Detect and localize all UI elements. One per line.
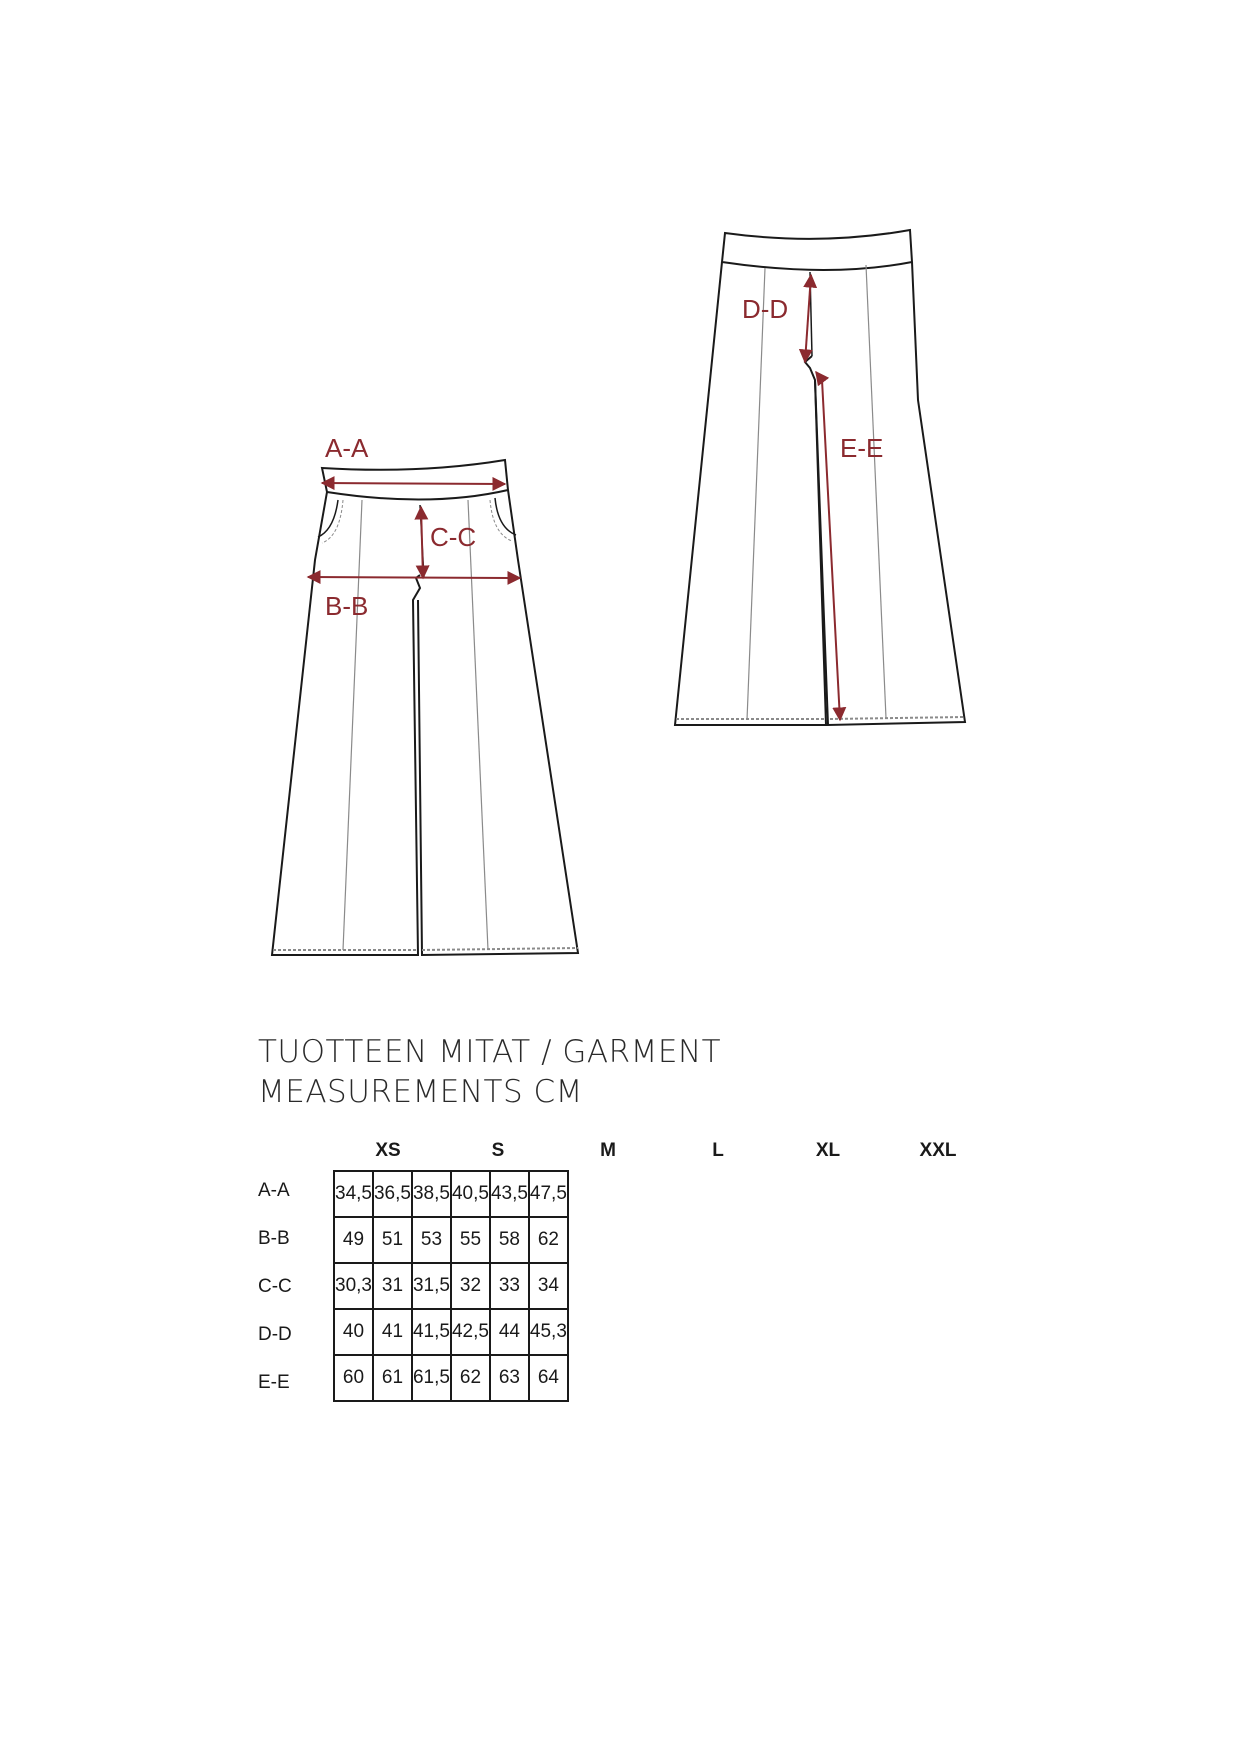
table-cell: 41 [373,1309,412,1355]
row-label-a-a: A-A [258,1180,290,1201]
table-cell: 51 [373,1217,412,1263]
table-cell: 33 [490,1263,529,1309]
table-cell: 62 [529,1217,568,1263]
measurement-grid [333,1170,569,1402]
table-row [334,1171,568,1217]
back-waistband [722,230,912,270]
size-header-xl: XL [815,1140,841,1161]
back-crease-left [747,268,765,720]
table-cell: 32 [451,1263,490,1309]
table-cell: 42,5 [451,1309,490,1355]
table-cell: 47,5 [529,1171,568,1217]
table-cell: 31,5 [412,1263,451,1309]
table-cell: 64 [529,1355,568,1401]
label-e-e: E-E [840,433,884,463]
table-cell: 60 [334,1355,373,1401]
row-label-b-b: B-B [258,1228,290,1249]
label-d-d: D-D [742,294,789,324]
front-waistband [322,460,508,500]
table-cell: 41,5 [412,1309,451,1355]
table-cell: 49 [334,1217,373,1263]
label-a-a: A-A [325,433,369,463]
back-left-leg [675,262,826,725]
table-cell: 44 [490,1309,529,1355]
table-cell: 30,3 [334,1263,373,1309]
front-hem [273,948,578,950]
table-cell: 58 [490,1217,529,1263]
front-view-pants [272,460,578,955]
back-hem [676,717,964,719]
title-line-2: MEASUREMENTS CM [258,1074,583,1110]
table-cell: 53 [412,1217,451,1263]
label-c-c: C-C [430,522,477,552]
arrow-a-a [322,483,505,484]
front-right-leg [418,490,578,955]
table-cell: 55 [451,1217,490,1263]
arrow-d-d [805,275,811,362]
table-cell: 62 [451,1355,490,1401]
label-b-b: B-B [325,591,369,621]
table-cell: 63 [490,1355,529,1401]
row-label-c-c: C-C [258,1276,292,1297]
table-cell: 43,5 [490,1171,529,1217]
table-cell: 31 [373,1263,412,1309]
table-cell: 34,5 [334,1171,373,1217]
size-header-l: L [712,1140,724,1161]
measurements-title [258,1032,721,1112]
size-header-m: M [600,1140,616,1161]
table-cell: 61 [373,1355,412,1401]
size-header-xs: XS [375,1140,401,1161]
table-row [334,1309,568,1355]
back-measurements [805,275,840,720]
table-cell: 61,5 [412,1355,451,1401]
arrow-c-c [421,507,423,578]
arrow-b-b [308,577,520,578]
back-crease-right [866,265,886,718]
front-crease-right [468,500,488,950]
table-cell: 45,3 [529,1309,568,1355]
front-crease-left [343,500,362,950]
table-cell: 34 [529,1263,568,1309]
table-row [334,1263,568,1309]
table-row [334,1217,568,1263]
table-row [334,1355,568,1401]
size-header-s: S [491,1140,505,1161]
size-header-xxl: XXL [919,1140,957,1161]
title-line-1: TUOTTEEN MITAT / GARMENT [258,1034,722,1070]
table-cell: 40,5 [451,1171,490,1217]
table-cell: 40 [334,1309,373,1355]
row-label-d-d: D-D [258,1324,292,1345]
back-view-pants [675,230,965,725]
table-cell: 38,5 [412,1171,451,1217]
row-label-e-e: E-E [258,1372,290,1393]
table-cell: 36,5 [373,1171,412,1217]
